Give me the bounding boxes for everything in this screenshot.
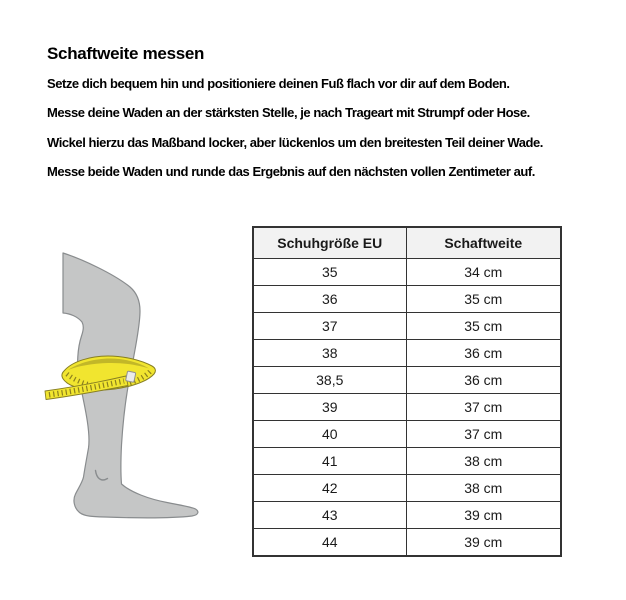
size-table-cell: 37 — [253, 313, 406, 340]
size-table-cell: 35 cm — [406, 286, 561, 313]
size-table-cell: 38 — [253, 340, 406, 367]
size-table-body — [253, 259, 561, 557]
page-title: Schaftweite messen — [47, 44, 205, 63]
intro-line-4: Messe beide Waden und runde das Ergebnis auf den nächsten vollen Zentimeter auf. — [47, 164, 535, 179]
size-table-cell: 44 — [253, 529, 406, 557]
size-table-cell: 38 cm — [406, 448, 561, 475]
size-table-row — [253, 340, 561, 367]
size-table-row — [253, 529, 561, 557]
intro-line-3: Wickel hierzu das Maßband locker, aber lückenlos um den breitesten Teil deiner Wade. — [47, 135, 543, 150]
size-table-row — [253, 475, 561, 502]
size-table-cell: 42 — [253, 475, 406, 502]
size-table-cell: 38 cm — [406, 475, 561, 502]
size-table-row — [253, 502, 561, 529]
size-table-cell: 36 cm — [406, 340, 561, 367]
size-table-cell: 41 — [253, 448, 406, 475]
size-table-cell: 40 — [253, 421, 406, 448]
size-table-cell: 43 — [253, 502, 406, 529]
size-table-cell: 39 — [253, 394, 406, 421]
size-table-cell: 35 — [253, 259, 406, 286]
size-table-cell: 39 cm — [406, 502, 561, 529]
size-table-row — [253, 394, 561, 421]
size-table-cell: 37 cm — [406, 394, 561, 421]
intro-line-1: Setze dich bequem hin und positioniere deinen Fuß flach vor dir auf dem Boden. — [47, 76, 510, 91]
size-table-header-row — [253, 227, 561, 259]
size-table-row — [253, 286, 561, 313]
size-table-row — [253, 259, 561, 286]
size-table-cell: 39 cm — [406, 529, 561, 557]
size-table-cell: 37 cm — [406, 421, 561, 448]
size-table-row — [253, 313, 561, 340]
column-header-shaft-width: Schaftweite — [406, 227, 561, 259]
size-table-row — [253, 448, 561, 475]
size-table-cell: 34 cm — [406, 259, 561, 286]
size-table-cell: 36 cm — [406, 367, 561, 394]
leg-illustration-svg — [35, 245, 210, 530]
column-header-shoe-size: Schuhgröße EU — [253, 227, 406, 259]
tape-metal-tip — [126, 371, 136, 382]
size-table-row — [253, 367, 561, 394]
intro-line-2: Messe deine Waden an der stärksten Stelle, je nach Trageart mit Strumpf oder Hose. — [47, 105, 530, 120]
size-table-cell: 38,5 — [253, 367, 406, 394]
size-table-cell: 36 — [253, 286, 406, 313]
leg-measure-illustration — [35, 245, 210, 530]
size-table — [252, 226, 562, 557]
size-table-cell: 35 cm — [406, 313, 561, 340]
size-table-row — [253, 421, 561, 448]
